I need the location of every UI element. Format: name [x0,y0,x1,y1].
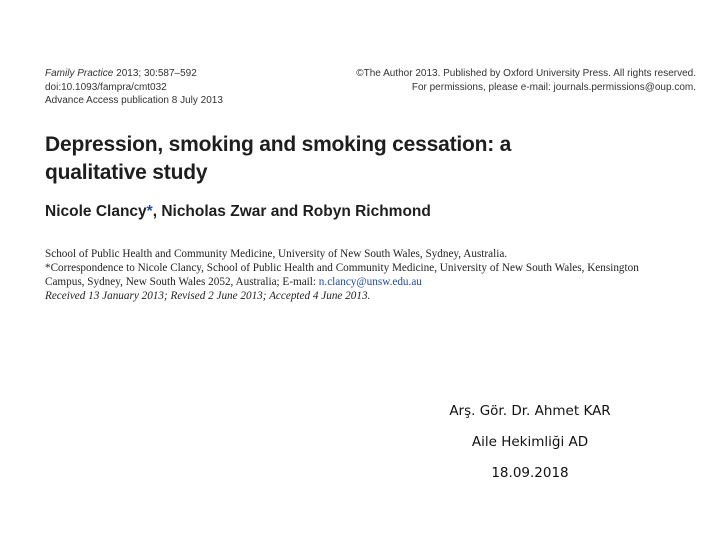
presenter-block [400,396,660,489]
journal-name: Family Practice [45,68,114,79]
correspondence-address: Campus, Sydney, New South Wales 2052, Australia; E-mail: [45,276,319,288]
journal-volume-pages: 2013; 30:587–592 [116,68,197,79]
copyright-notice [356,67,696,94]
correspondence-line-1: *Correspondence to Nicole Clancy, School of Public Health and Community Medicine, University of New South Wales, Kensington [45,262,639,274]
author-name: Nicole Clancy [45,203,147,220]
journal-reference-line [45,67,223,81]
affiliation: School of Public Health and Community Medicine, University of New South Wales, Sydney, Australia. [45,248,508,260]
permissions-line: For permissions, please e-mail: journals.permissions@oup.com. [411,81,696,93]
advance-access-date: Advance Access publication 8 July 2013 [45,95,223,106]
doi: doi:10.1093/fampra/cmt032 [45,81,167,93]
article-title: Depression, smoking and smoking cessation: a qualitative study [45,133,512,184]
journal-citation [45,67,223,108]
presentation-date: 18.09.2018 [491,465,569,481]
author-list [45,203,431,221]
co-authors: , Nicholas Zwar and Robyn Richmond [152,203,431,220]
presenter-department: Aile Hekimliği AD [471,434,589,450]
affiliation-block [45,247,705,303]
presenter-name: Arş. Gör. Dr. Ahmet KAR [449,403,611,419]
copyright-line: ©The Author 2013. Published by Oxford University Press. All rights reserved. [356,68,696,79]
correspondence-line-2 [45,275,705,289]
received-dates: Received 13 January 2013; Revised 2 June 2013; Accepted 4 June 2013. [45,290,371,302]
correspondence-email: n.clancy@unsw.edu.au [318,276,422,288]
corresponding-author-mark: * [146,203,153,220]
